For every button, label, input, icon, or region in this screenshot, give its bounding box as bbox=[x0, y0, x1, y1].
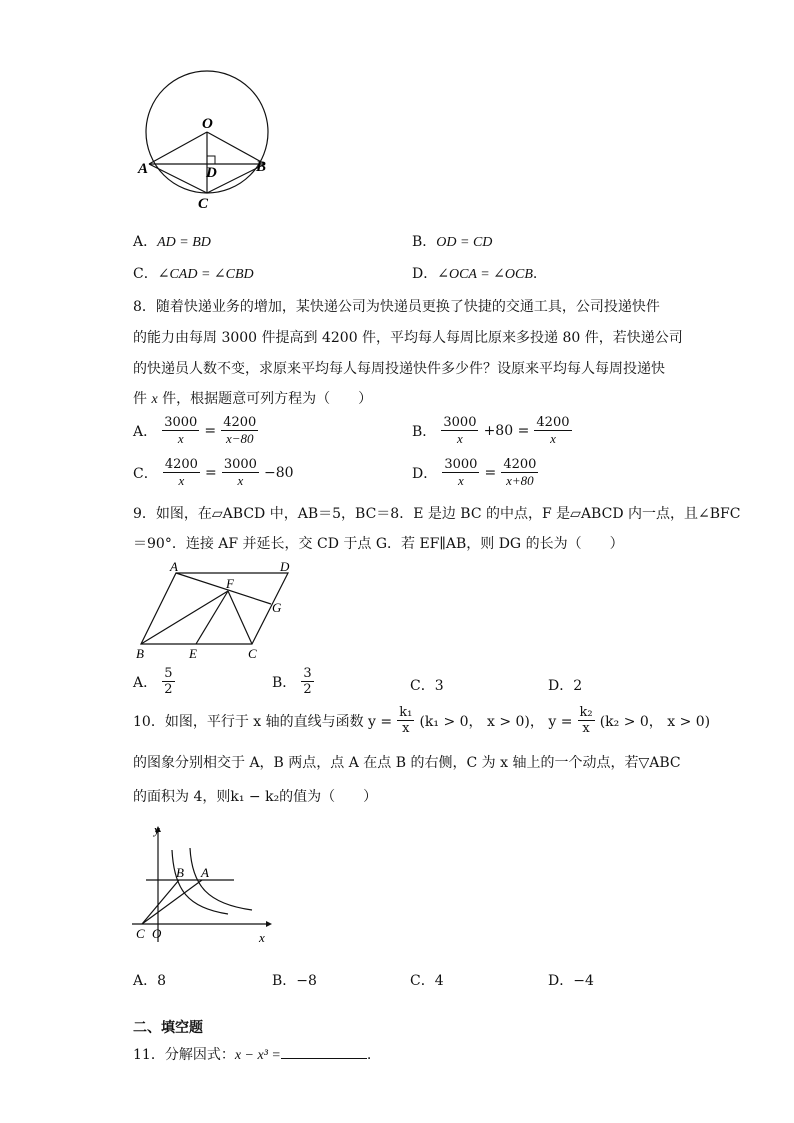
q8-line-4-a: 件 bbox=[133, 391, 152, 407]
q10-line-3: 的面积为 4，则k₁ − k₂的值为（ ） bbox=[133, 789, 378, 805]
q8-option-d bbox=[412, 457, 538, 488]
parallelogram-abcd bbox=[141, 573, 288, 644]
q7-option-b bbox=[412, 232, 492, 253]
q11-expr: x − x³ = bbox=[234, 1048, 281, 1063]
label-b: B bbox=[256, 159, 267, 175]
q10-option-b: B．−8 bbox=[272, 973, 317, 989]
q11-tail: . bbox=[366, 1047, 372, 1063]
q10-option-a: A．8 bbox=[133, 973, 167, 989]
q9-option-c: C．3 bbox=[410, 678, 444, 694]
label-e: E bbox=[189, 646, 197, 661]
q10-line-1-a: 10．如图，平行于 x 轴的直线与函数 y = bbox=[133, 713, 393, 730]
q8-line-4 bbox=[133, 389, 372, 410]
label-b: B bbox=[176, 865, 184, 880]
q9-option-b-label: B． bbox=[272, 674, 297, 691]
q8-c-frac-1: $\frac{4200}{x}$ bbox=[164, 457, 198, 488]
segment-ac bbox=[149, 164, 207, 193]
segment-oa bbox=[149, 132, 207, 164]
q8-line-2: 的能力由每周 3000 件提高到 4200 件，平均每人每周比原来多投递 80 件，若快递公司 bbox=[133, 330, 683, 346]
q7-option-a bbox=[133, 232, 211, 253]
q8-b-frac-1: $\frac{3000}{x}$ bbox=[443, 415, 477, 446]
label-f: F bbox=[226, 576, 234, 591]
q8-d-frac-1: $\frac{3000}{x}$ bbox=[444, 457, 478, 488]
q7-option-d bbox=[412, 264, 537, 285]
q8-b-mid: +80 = bbox=[483, 422, 530, 439]
label-d: D bbox=[206, 165, 217, 181]
q8-d-frac-2: $\frac{4200}{x+80}$ bbox=[503, 457, 537, 488]
q8-option-b-label: B． bbox=[412, 423, 437, 440]
q7-option-b-text: OD = CD bbox=[436, 235, 493, 250]
q10-line-1-c: (k₂ > 0， x > 0) bbox=[599, 713, 711, 730]
right-angle-mark bbox=[207, 156, 215, 164]
q8-line-4-var: x bbox=[151, 392, 158, 407]
segment-fc bbox=[228, 591, 252, 644]
circle-figure bbox=[135, 62, 285, 212]
label-x: x bbox=[259, 930, 265, 945]
q9-line-1: 9．如图，在▱ABCD 中，AB＝5，BC＝8．E 是边 BC 的中点，F 是▱ABCD 内一点，且∠BFC bbox=[133, 506, 741, 522]
segment-cb bbox=[142, 880, 179, 924]
q8-option-b bbox=[412, 415, 572, 446]
q8-option-d-label: D． bbox=[412, 465, 438, 482]
q7-option-a-label: A． bbox=[133, 234, 158, 250]
q8-a-eq: = bbox=[204, 422, 217, 439]
hyperbola-figure bbox=[128, 820, 278, 946]
q10-line-1 bbox=[133, 705, 710, 736]
q9-b-frac: $\frac{3}{2}$ bbox=[303, 666, 312, 697]
q11-line bbox=[133, 1044, 371, 1066]
q8-a-frac-2: $\frac{4200}{x-80}$ bbox=[223, 415, 257, 446]
label-c: C bbox=[248, 646, 257, 661]
segment-ef bbox=[196, 591, 228, 644]
label-c: C bbox=[198, 196, 209, 212]
label-o: O bbox=[202, 116, 213, 132]
q7-option-b-label: B． bbox=[412, 234, 437, 250]
label-a: A bbox=[170, 562, 178, 574]
q8-option-c-label: C． bbox=[133, 465, 158, 482]
q10-line-1-b: (k₁ > 0， x > 0)， y = bbox=[419, 713, 573, 730]
q9-option-a bbox=[133, 666, 175, 697]
label-g: G bbox=[272, 600, 282, 615]
q8-option-a-label: A． bbox=[133, 423, 158, 440]
q8-option-c bbox=[133, 457, 294, 488]
q7-option-c-text: ∠CAD = ∠CBD bbox=[157, 267, 254, 282]
q8-line-4-b: 件，根据题意可列方程为（ ） bbox=[157, 391, 373, 407]
section-title: 二、填空题 bbox=[133, 1020, 203, 1036]
q7-option-d-label: D． bbox=[412, 266, 438, 282]
q8-b-frac-2: $\frac{4200}{x}$ bbox=[536, 415, 570, 446]
label-o: O bbox=[152, 926, 162, 941]
q9-option-b bbox=[272, 666, 314, 697]
q8-c-frac-2: $\frac{3000}{x}$ bbox=[223, 457, 257, 488]
q10-option-c: C．4 bbox=[410, 973, 444, 989]
x-axis-arrow bbox=[266, 921, 272, 927]
q7-option-d-tail: . bbox=[532, 266, 538, 282]
label-d: D bbox=[280, 562, 290, 574]
q8-line-1: 8．随着快递业务的增加，某快递公司为快递员更换了快捷的交通工具，公司投递快件 bbox=[133, 299, 660, 315]
q10-line-2: 的图象分别相交于 A，B 两点，点 A 在点 B 的右侧，C 为 x 轴上的一个动点，若▽ABC bbox=[133, 755, 681, 771]
q8-a-frac-1: $\frac{3000}{x}$ bbox=[164, 415, 198, 446]
q9-a-frac: $\frac{5}{2}$ bbox=[164, 666, 173, 697]
q8-c-eq: = bbox=[205, 464, 217, 481]
parallelogram-figure bbox=[132, 562, 312, 662]
q9-line-2: ＝90°．连接 AF 并延长，交 CD 于点 G．若 EF∥AB，则 DG 的长为（ ） bbox=[133, 536, 624, 552]
q7-option-a-text: AD = BD bbox=[157, 235, 211, 250]
q11-answer-blank[interactable] bbox=[281, 1044, 367, 1059]
q8-c-tail: −80 bbox=[264, 464, 294, 481]
q10-frac-1: $\frac{\text{k₁}}{x}$ bbox=[399, 705, 413, 736]
q11-prefix: 11．分解因式： bbox=[133, 1047, 235, 1063]
q7-option-c bbox=[133, 264, 254, 285]
q8-line-3: 的快递员人数不变，求原来平均每人每周投递快件多少件？设原来平均每人每周投递快 bbox=[133, 361, 665, 377]
label-a: A bbox=[201, 865, 209, 880]
curve-k1 bbox=[190, 848, 252, 910]
q8-option-a bbox=[133, 415, 258, 446]
q10-frac-2: $\frac{\text{k₂}}{x}$ bbox=[579, 705, 593, 736]
q9-option-d: D．2 bbox=[548, 678, 583, 694]
label-a: A bbox=[138, 161, 149, 177]
q7-option-c-label: C． bbox=[133, 266, 158, 282]
q10-option-d: D．−4 bbox=[548, 973, 594, 989]
q7-option-d-text: ∠OCA = ∠OCB bbox=[437, 267, 533, 282]
label-y: y bbox=[154, 822, 160, 837]
q8-d-eq: = bbox=[484, 464, 497, 481]
label-c: C bbox=[136, 926, 145, 941]
q9-option-a-label: A． bbox=[133, 674, 158, 691]
label-b: B bbox=[136, 646, 144, 661]
